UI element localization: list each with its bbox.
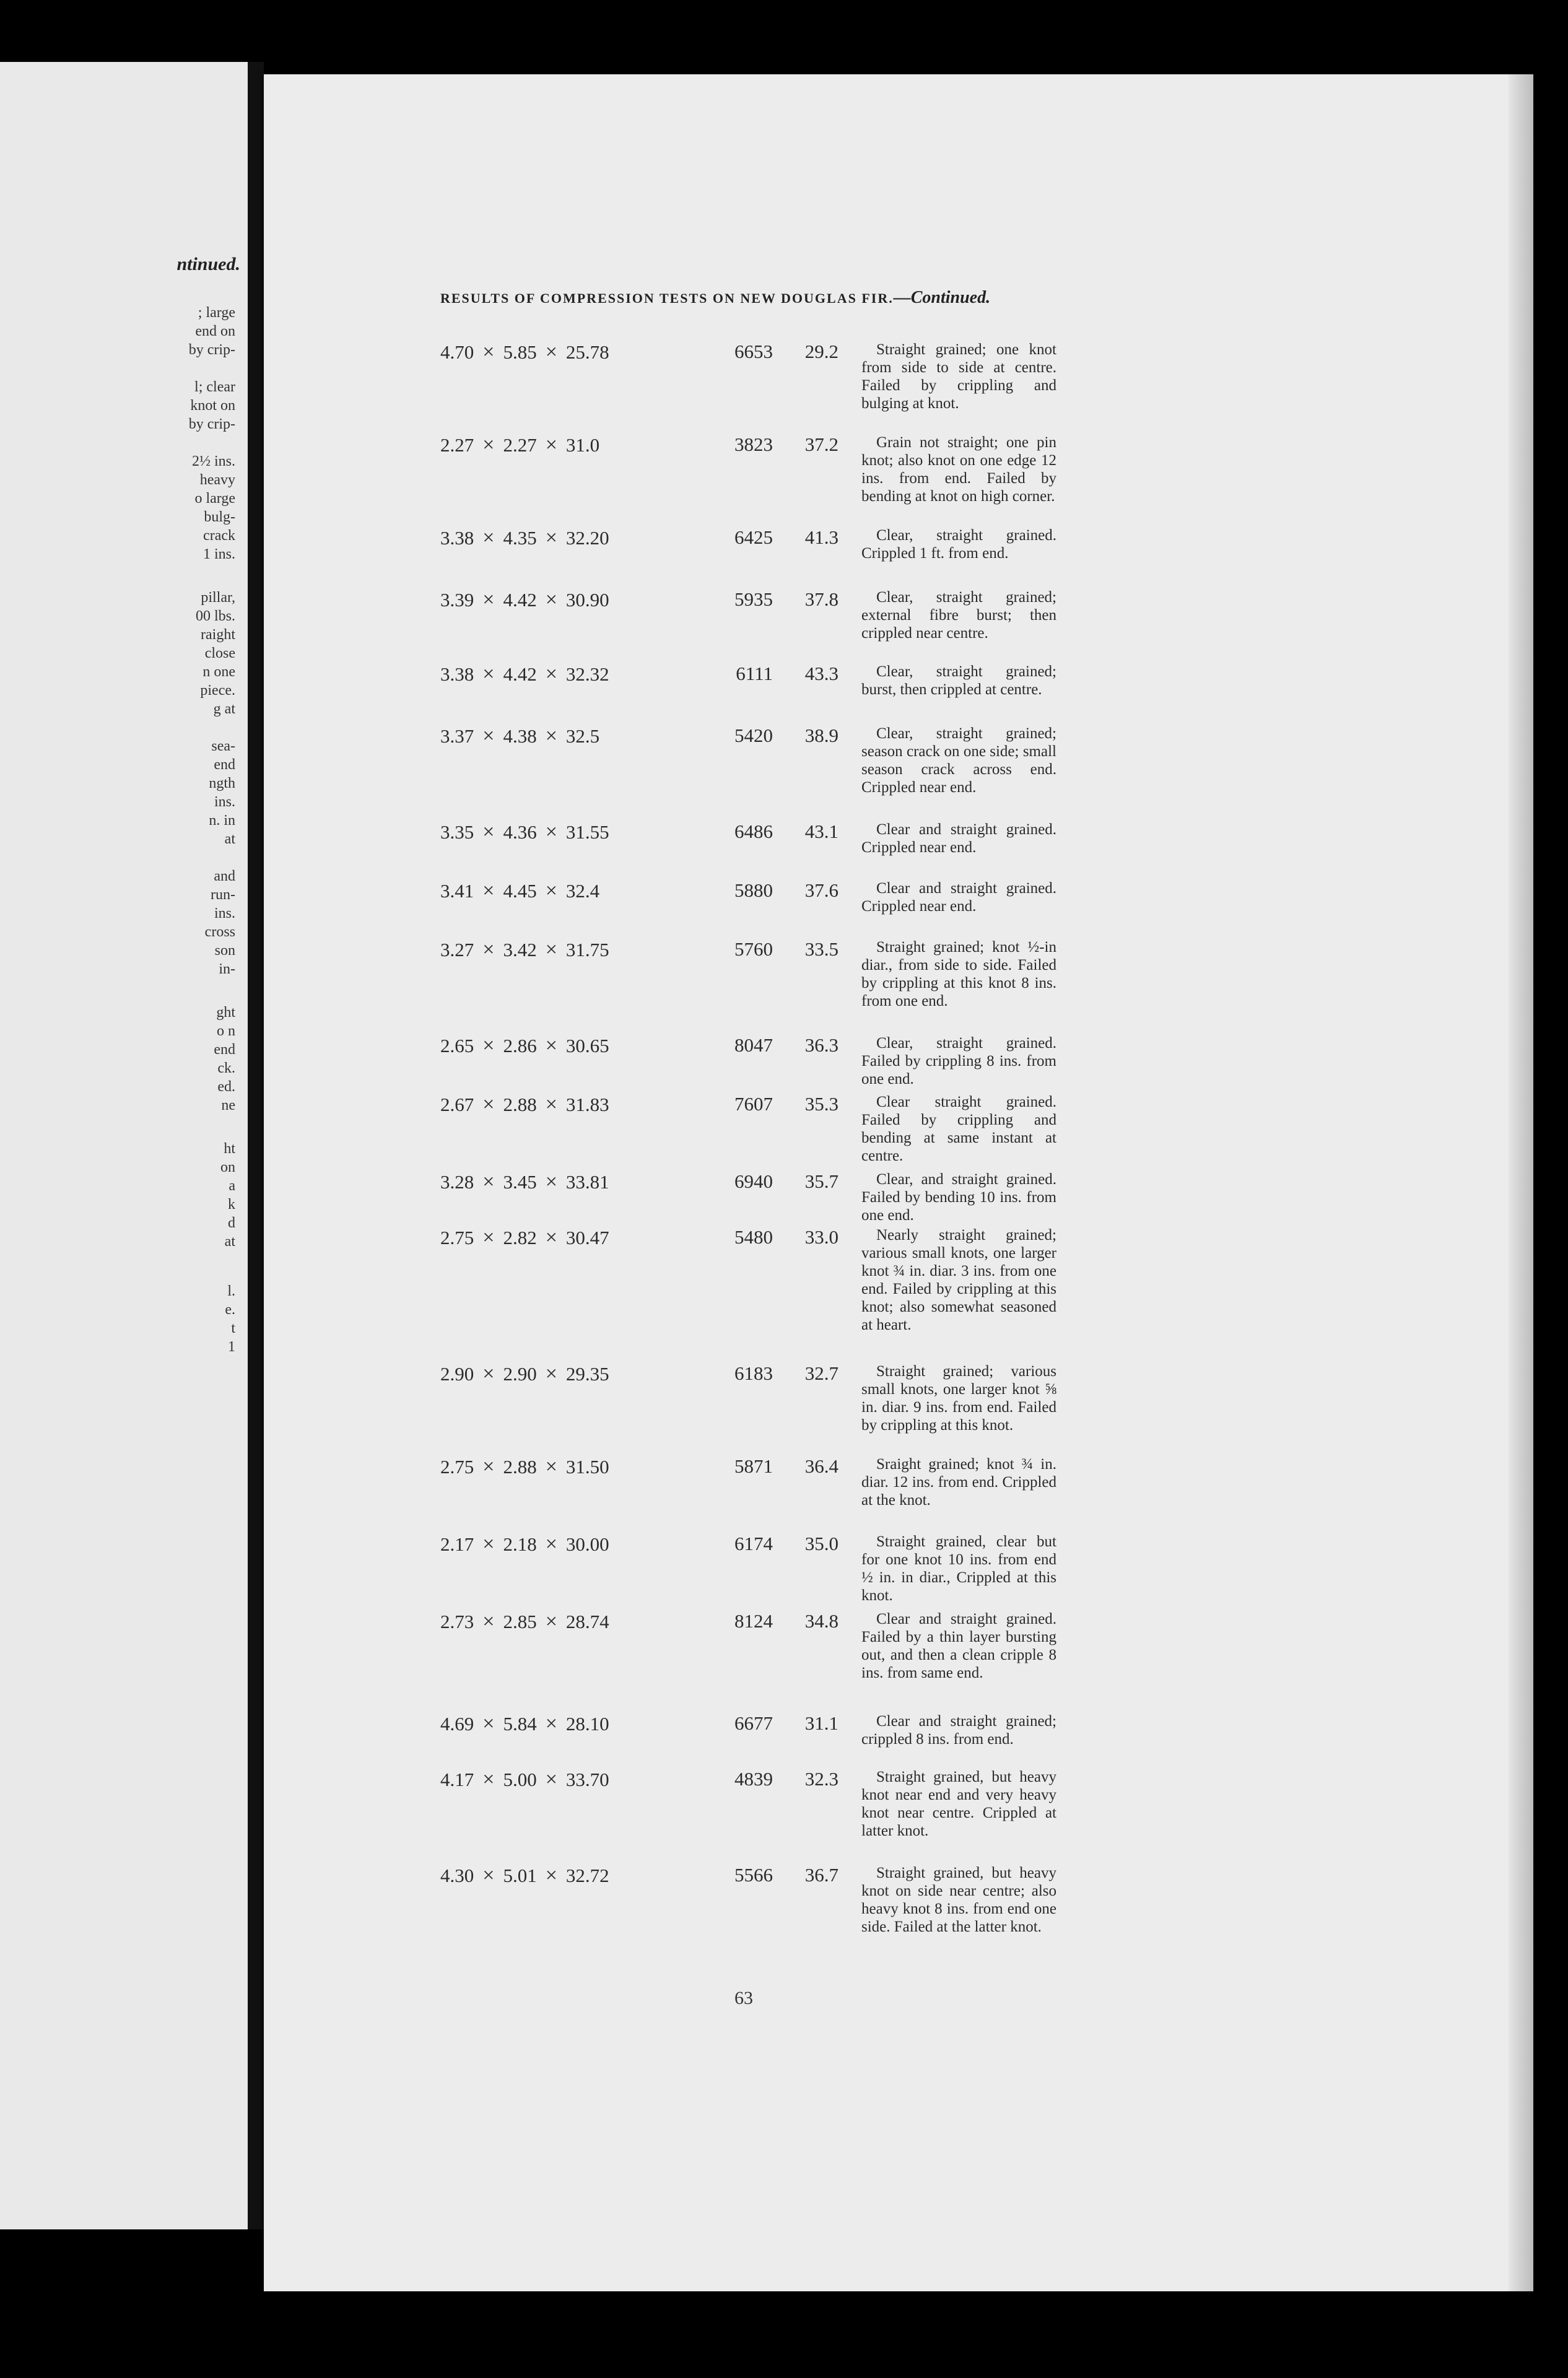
strength-value: 6183 [734,1362,773,1384]
dimension-b: 2.27 [503,434,537,456]
strength-value: 6486 [734,821,773,842]
page-number: 63 [734,1988,753,2008]
dimension-length: 25.78 [565,341,609,363]
dimension-length: 29.35 [565,1363,609,1385]
specimen-dimensions [440,1768,676,1792]
remarks-text: Clear and straight grained. Failed by a thin layer bursting out, and then a clean cripple 8 ins. from same end. [861,1611,1056,1681]
dimension-length: 31.75 [565,939,609,960]
multiply-sign: × [482,1226,495,1249]
multiply-sign: × [482,1455,495,1478]
multiply-sign: × [482,1533,495,1556]
moisture-value: 33.5 [804,938,838,960]
multiply-sign: × [545,938,557,961]
specimen-dimensions [440,1034,676,1058]
remarks-text: Straight grained; one knot from side to side at centre. Failed by crippling and bulging at knot. [861,341,1056,412]
multiply-sign: × [545,663,557,686]
left-facing-page [0,62,248,2229]
moisture-value: 41.3 [804,526,838,548]
dimension-a: 3.27 [440,939,474,960]
multiply-sign: × [482,663,495,686]
strength-value: 5760 [734,938,773,960]
dimension-length: 28.10 [565,1713,609,1735]
multiply-sign: × [545,821,557,843]
specimen-dimensions [440,1455,676,1479]
strength-value: 4839 [734,1768,773,1790]
multiply-sign: × [545,1768,557,1791]
remarks-text: Nearly straight grained; various small knots, one larger knot ¾ in. diar. 3 ins. from one end. Failed by crippling at this knot; also somewhat seasoned at heart. [861,1227,1056,1333]
multiply-sign: × [482,725,495,747]
multiply-sign: × [545,588,557,611]
dimension-length: 32.72 [565,1865,609,1886]
multiply-sign: × [545,1226,557,1249]
dimension-length: 30.65 [565,1035,609,1056]
page-title-continued: —Continued. [893,288,991,307]
moisture-value: 34.8 [804,1610,838,1632]
multiply-sign: × [482,433,495,456]
page-title-text: RESULTS OF COMPRESSION TESTS ON NEW DOUGLAS FIR. [440,290,894,306]
moisture-value: 37.6 [804,879,838,901]
multiply-sign: × [482,1864,495,1887]
multiply-sign: × [482,1712,495,1735]
remarks-text: Straight grained; knot ½-in diar., from side to side. Failed by crippling at this knot 8 ins. from one end. [861,939,1056,1009]
multiply-sign: × [545,526,557,549]
multiply-sign: × [545,341,557,364]
multiply-sign: × [545,1093,557,1116]
dimension-length: 31.50 [565,1456,609,1478]
specimen-dimensions [440,938,676,962]
remarks-text: Straight grained, but heavy knot near end and very heavy knot near centre. Crippled at latter knot. [861,1769,1056,1839]
left-page-fragment: and run- ins. cross son in- [204,868,235,977]
multiply-sign: × [482,1362,495,1385]
dimension-a: 2.17 [440,1533,474,1555]
dimension-a: 3.41 [440,880,474,902]
specimen-dimensions [440,1170,676,1194]
moisture-value: 37.8 [804,588,838,610]
dimension-b: 2.86 [503,1035,537,1056]
multiply-sign: × [545,1034,557,1057]
remarks-text: Clear and straight grained. Crippled near end. [861,880,1056,915]
multiply-sign: × [482,938,495,961]
moisture-value: 35.3 [804,1093,838,1115]
dimension-a: 2.73 [440,1611,474,1632]
dimension-a: 4.30 [440,1865,474,1886]
left-page-continued: ntinued. [176,254,240,274]
specimen-dimensions [440,341,676,364]
document-page [264,74,1533,2291]
dimension-a: 2.75 [440,1227,474,1248]
dimension-b: 4.35 [503,527,537,549]
multiply-sign: × [545,433,557,456]
dimension-b: 4.38 [503,725,537,747]
specimen-dimensions [440,1712,676,1736]
dimension-length: 31.0 [565,434,600,456]
dimension-b: 5.01 [503,1865,537,1886]
multiply-sign: × [545,1864,557,1887]
dimension-a: 2.27 [440,434,474,456]
remarks-text: Clear and straight grained. Crippled near end. [861,821,1056,856]
left-page-fragment: l; clear knot on by crip- [188,379,235,432]
remarks-text: Clear, straight grained; burst, then crippled at centre. [861,663,1056,698]
dimension-b: 4.42 [503,663,537,685]
moisture-value: 35.7 [804,1170,838,1192]
moisture-value: 35.0 [804,1533,838,1554]
strength-value: 5880 [734,879,773,901]
moisture-value: 43.3 [804,663,838,684]
remarks-text: Grain not straight; one pin knot; also knot on one edge 12 ins. from end. Failed by bending at knot on high corner. [861,434,1056,505]
strength-value: 6653 [734,341,773,362]
dimension-b: 2.82 [503,1227,537,1248]
strength-value: 6111 [736,663,773,684]
moisture-value: 38.9 [804,725,838,746]
left-page-fragment: ght o n end ck. ed. ne [214,1004,235,1113]
dimension-b: 3.45 [503,1171,537,1193]
specimen-dimensions [440,1226,676,1250]
moisture-value: 43.1 [804,821,838,842]
dimension-length: 30.47 [565,1227,609,1248]
strength-value: 5566 [734,1864,773,1886]
left-page-fragment: 2½ ins. heavy o large bulg- crack 1 ins. [191,453,235,562]
moisture-value: 32.7 [804,1362,838,1384]
dimension-a: 4.70 [440,341,474,363]
dimension-b: 2.90 [503,1363,537,1385]
dimension-b: 4.42 [503,589,537,611]
remarks-text: Clear, straight grained. Crippled 1 ft. from end. [861,527,1056,562]
dimension-length: 30.00 [565,1533,609,1555]
strength-value: 5871 [734,1455,773,1477]
multiply-sign: × [482,588,495,611]
remarks-text: Clear, and straight grained. Failed by bending 10 ins. from one end. [861,1171,1056,1224]
dimension-length: 31.55 [565,821,609,843]
multiply-sign: × [482,1170,495,1193]
moisture-value: 36.3 [804,1034,838,1056]
multiply-sign: × [482,526,495,549]
moisture-value: 31.1 [804,1712,838,1734]
left-page-fragment: ; large end on by crip- [188,305,235,358]
multiply-sign: × [482,1034,495,1057]
dimension-a: 2.67 [440,1094,474,1115]
moisture-value: 36.4 [804,1455,838,1477]
multiply-sign: × [482,1610,495,1633]
multiply-sign: × [545,1455,557,1478]
dimension-b: 5.84 [503,1713,537,1735]
dimension-a: 3.35 [440,821,474,843]
specimen-dimensions [440,1864,676,1888]
moisture-value: 37.2 [804,433,838,455]
specimen-dimensions [440,526,676,550]
remarks-text: Straight grained, but heavy knot on side near centre; also heavy knot 8 ins. from end one side. Failed at the latter knot. [861,1865,1056,1935]
dimension-a: 2.65 [440,1035,474,1056]
remarks-text: Clear, straight grained; season crack on one side; small season crack across end. Crippled near end. [861,725,1056,796]
dimension-a: 3.38 [440,663,474,685]
dimension-a: 4.69 [440,1713,474,1735]
dimension-b: 5.00 [503,1769,537,1790]
dimension-length: 32.4 [565,880,600,902]
specimen-dimensions [440,725,676,748]
remarks-text: Sraight grained; knot ¾ in. diar. 12 ins. from end. Crippled at the knot. [861,1456,1056,1509]
dimension-length: 33.70 [565,1769,609,1790]
dimension-b: 2.18 [503,1533,537,1555]
left-page-fragment: ht on a k d at [220,1141,235,1250]
remarks-text: Clear straight grained. Failed by crippling and bending at same instant at centre. [861,1094,1056,1164]
strength-value: 7607 [734,1093,773,1115]
specimen-dimensions [440,1533,676,1556]
moisture-value: 33.0 [804,1226,838,1248]
multiply-sign: × [545,725,557,747]
specimen-dimensions [440,663,676,686]
specimen-dimensions [440,879,676,903]
multiply-sign: × [545,1610,557,1633]
dimension-a: 3.37 [440,725,474,747]
dimension-b: 4.36 [503,821,537,843]
remarks-text: Clear, straight grained; external fibre burst; then crippled near centre. [861,589,1056,642]
remarks-text: Clear and straight grained; crippled 8 ins. from end. [861,1713,1056,1748]
strength-value: 8124 [734,1610,773,1632]
left-page-fragment: pillar, 00 lbs. raight close n one piece. g at [195,590,235,717]
left-page-fragment: l. e. t 1 [225,1283,235,1355]
dimension-a: 3.39 [440,589,474,611]
dimension-length: 31.83 [565,1094,609,1115]
strength-value: 3823 [734,433,773,455]
remarks-text: Clear, straight grained. Failed by crippling 8 ins. from one end. [861,1035,1056,1087]
dimension-a: 3.28 [440,1171,474,1193]
multiply-sign: × [545,1533,557,1556]
dimension-a: 3.38 [440,527,474,549]
multiply-sign: × [482,821,495,843]
moisture-value: 36.7 [804,1864,838,1886]
strength-value: 6677 [734,1712,773,1734]
dimension-b: 4.45 [503,880,537,902]
dimension-length: 33.81 [565,1171,609,1193]
specimen-dimensions [440,821,676,844]
strength-value: 6174 [734,1533,773,1554]
left-page-fragment: sea- end ngth ins. n. in at [209,738,235,847]
dimension-b: 3.42 [503,939,537,960]
specimen-dimensions [440,588,676,612]
dimension-b: 2.88 [503,1456,537,1478]
page-title [440,288,990,308]
dimension-length: 32.32 [565,663,609,685]
strength-value: 5935 [734,588,773,610]
dimension-a: 2.75 [440,1456,474,1478]
page-edge [1509,74,1533,2291]
strength-value: 5480 [734,1226,773,1248]
dimension-b: 2.88 [503,1094,537,1115]
strength-value: 6425 [734,526,773,548]
multiply-sign: × [545,1170,557,1193]
dimension-a: 2.90 [440,1363,474,1385]
strength-value: 8047 [734,1034,773,1056]
multiply-sign: × [545,879,557,902]
strength-value: 5420 [734,725,773,746]
dimension-a: 4.17 [440,1769,474,1790]
dimension-b: 5.85 [503,341,537,363]
dimension-length: 28.74 [565,1611,609,1632]
strength-value: 6940 [734,1170,773,1192]
specimen-dimensions [440,1610,676,1634]
book-spine [248,62,264,2229]
multiply-sign: × [545,1712,557,1735]
dimension-length: 32.5 [565,725,600,747]
multiply-sign: × [482,1093,495,1116]
multiply-sign: × [545,1362,557,1385]
specimen-dimensions [440,1362,676,1386]
dimension-b: 2.85 [503,1611,537,1632]
dimension-length: 32.20 [565,527,609,549]
remarks-text: Straight grained, clear but for one knot 10 ins. from end ½ in. in diar., Crippled at this knot. [861,1533,1056,1604]
dimension-length: 30.90 [565,589,609,611]
moisture-value: 29.2 [804,341,838,362]
remarks-text: Straight grained; various small knots, one larger knot ⅝ in. diar. 9 ins. from end. Failed by crippling at this knot. [861,1363,1056,1434]
multiply-sign: × [482,879,495,902]
specimen-dimensions [440,433,676,457]
moisture-value: 32.3 [804,1768,838,1790]
multiply-sign: × [482,1768,495,1791]
specimen-dimensions [440,1093,676,1117]
multiply-sign: × [482,341,495,364]
